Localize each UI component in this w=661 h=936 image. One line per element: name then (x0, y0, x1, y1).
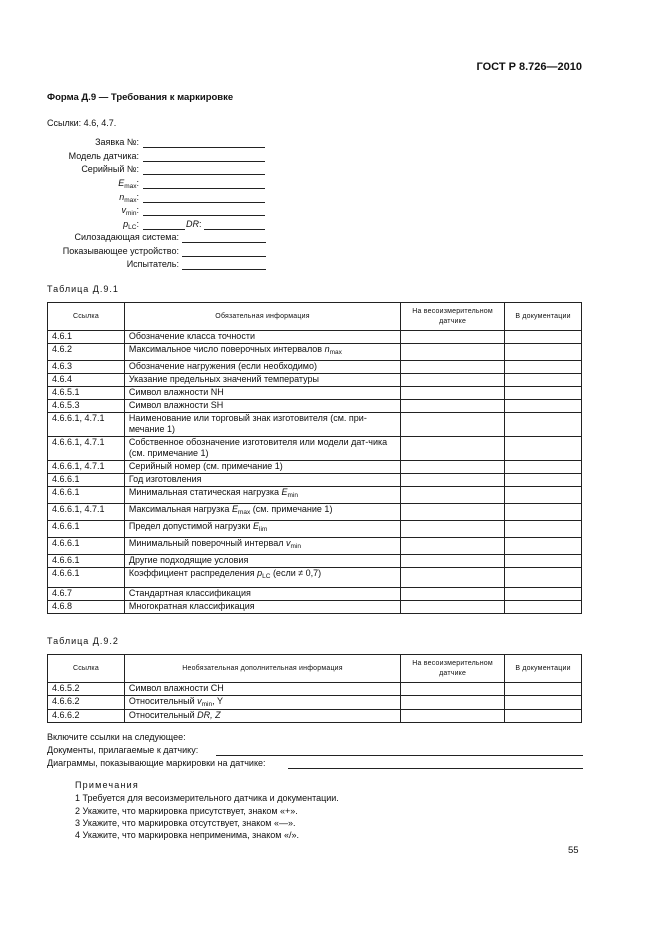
on-sensor-cell[interactable] (401, 601, 505, 614)
row-info: Предел допустимой нагрузки $E_{lim}$ (124, 521, 400, 538)
in-docs-cell[interactable] (505, 474, 582, 487)
include-diagrams-label: Диаграммы, показывающие маркировки на датчике: (47, 758, 266, 768)
force-system-field (0, 231, 179, 244)
row-info: Относительный DR, Z (124, 710, 400, 723)
in-docs-cell[interactable] (505, 555, 582, 568)
references: Ссылки: 4.6, 4.7. (47, 118, 117, 128)
table-row (48, 387, 582, 400)
in-docs-cell[interactable] (505, 710, 582, 723)
table2-header-in-docs: В документации (505, 655, 582, 683)
row-ref: 4.6.6.1, 4.7.1 (48, 413, 125, 437)
in-docs-cell[interactable] (505, 374, 582, 387)
row-ref: 4.6.5.1 (48, 387, 125, 400)
on-sensor-cell[interactable] (401, 588, 505, 601)
row-ref: 4.6.6.1, 4.7.1 (48, 437, 125, 461)
nmax-input-line[interactable] (143, 191, 265, 203)
in-docs-cell[interactable] (505, 437, 582, 461)
row-info: Коэффициент распределения $p_{LC}$ (если ≠ 0,7) (124, 568, 400, 588)
include-docs-label: Документы, прилагаемые к датчику: (47, 745, 199, 755)
serial-input-line[interactable] (143, 163, 265, 175)
row-ref: 4.6.8 (48, 601, 125, 614)
table-row (48, 555, 582, 568)
on-sensor-cell[interactable] (401, 504, 505, 521)
on-sensor-cell[interactable] (401, 487, 505, 504)
table-row (48, 588, 582, 601)
row-ref: 4.6.5.3 (48, 400, 125, 413)
row-ref: 4.6.6.1 (48, 521, 125, 538)
include-docs-line[interactable] (216, 744, 583, 756)
row-ref: 4.6.6.1 (48, 474, 125, 487)
row-info: Максимальная нагрузка $E_{max}$ (см. примечание 1) (124, 504, 400, 521)
row-info: Обозначение класса точности (124, 331, 400, 344)
on-sensor-cell[interactable] (401, 555, 505, 568)
row-info: Символ влажности CH (124, 683, 400, 696)
row-ref: 4.6.6.1 (48, 538, 125, 555)
row-info: Символ влажности SH (124, 400, 400, 413)
on-sensor-cell[interactable] (401, 374, 505, 387)
table-row (48, 361, 582, 374)
serial-field (0, 163, 139, 176)
table-row (48, 374, 582, 387)
table-row (48, 437, 582, 461)
row-info: Символ влажности NH (124, 387, 400, 400)
row-ref: 4.6.6.1, 4.7.1 (48, 504, 125, 521)
on-sensor-cell[interactable] (401, 683, 505, 696)
document-header: ГОСТ Р 8.726—2010 (476, 61, 582, 73)
table2-caption: Таблица Д.9.2 (47, 636, 119, 646)
on-sensor-cell[interactable] (401, 474, 505, 487)
row-info: Наименование или торговый знак изготовителя (см. при-мечание 1) (124, 413, 400, 437)
dr-label: DR: (186, 219, 202, 229)
table-row (48, 344, 582, 361)
indicator-input-line[interactable] (182, 245, 266, 257)
in-docs-cell[interactable] (505, 601, 582, 614)
row-info: Собственное обозначение изготовителя или модели дат-чика (см. примечание 1) (124, 437, 400, 461)
in-docs-cell[interactable] (505, 521, 582, 538)
row-ref: 4.6.4 (48, 374, 125, 387)
application-label: Заявка №: (95, 137, 139, 147)
on-sensor-cell[interactable] (401, 331, 505, 344)
row-info: Другие подходящие условия (124, 555, 400, 568)
table1-header-in-docs: В документации (505, 303, 582, 331)
vmin-field (0, 204, 139, 217)
plc-label: $p_{LC}$: (123, 219, 139, 231)
table-row (48, 683, 582, 696)
on-sensor-cell[interactable] (401, 437, 505, 461)
table-row (48, 331, 582, 344)
indicator-field (0, 245, 179, 258)
on-sensor-cell[interactable] (401, 538, 505, 555)
nmax-label: $n_{max}$: (119, 192, 139, 204)
row-ref: 4.6.3 (48, 361, 125, 374)
table2-header-info: Необязательная дополнительная информация (124, 655, 400, 683)
table1 (47, 302, 582, 614)
table-row (48, 696, 582, 710)
in-docs-cell[interactable] (505, 504, 582, 521)
on-sensor-cell[interactable] (401, 568, 505, 588)
in-docs-cell[interactable] (505, 696, 582, 710)
note-item: 1 Требуется для весоизмерительного датчика и документации. (75, 793, 339, 803)
table1-header-on-sensor: На весоизмерительном датчике (401, 303, 505, 331)
application-input-line[interactable] (143, 136, 265, 148)
on-sensor-cell[interactable] (401, 413, 505, 437)
row-ref: 4.6.6.2 (48, 710, 125, 723)
table-row (48, 487, 582, 504)
table-row (48, 601, 582, 614)
serial-label: Серийный №: (81, 164, 139, 174)
nmax-field (0, 191, 139, 204)
row-info: Год изготовления (124, 474, 400, 487)
row-info: Минимальная статическая нагрузка $E_{min}$ (124, 487, 400, 504)
in-docs-cell[interactable] (505, 361, 582, 374)
table2 (47, 654, 582, 723)
table-row (48, 461, 582, 474)
in-docs-cell[interactable] (505, 487, 582, 504)
row-info: Стандартная классификация (124, 588, 400, 601)
on-sensor-cell[interactable] (401, 344, 505, 361)
row-ref: 4.6.5.2 (48, 683, 125, 696)
table-row (48, 568, 582, 588)
row-info: Многократная классификация (124, 601, 400, 614)
table2-header-on-sensor: На весоизмерительном датчике (401, 655, 505, 683)
force-system-label: Силозадающая система: (74, 232, 179, 242)
table1-header-ref: Ссылка (48, 303, 125, 331)
application-field (0, 136, 139, 149)
force-system-input-line[interactable] (182, 231, 266, 243)
table2-header-ref: Ссылка (48, 655, 125, 683)
indicator-label: Показывающее устройство: (62, 246, 179, 256)
in-docs-cell[interactable] (505, 400, 582, 413)
row-ref: 4.6.6.1, 4.7.1 (48, 461, 125, 474)
tester-input-line[interactable] (182, 258, 266, 270)
table1-header-info: Обязательная информация (124, 303, 400, 331)
row-ref: 4.6.6.2 (48, 696, 125, 710)
in-docs-cell[interactable] (505, 331, 582, 344)
page-number: 55 (568, 845, 579, 856)
table-row (48, 504, 582, 521)
on-sensor-cell[interactable] (401, 521, 505, 538)
emax-input-line[interactable] (143, 177, 265, 189)
table-row (48, 710, 582, 723)
model-label: Модель датчика: (68, 151, 139, 161)
table-row (48, 521, 582, 538)
on-sensor-cell[interactable] (401, 696, 505, 710)
plc-input-line[interactable] (143, 218, 185, 230)
row-ref: 4.6.7 (48, 588, 125, 601)
tester-field (0, 258, 179, 271)
in-docs-cell[interactable] (505, 413, 582, 437)
row-ref: 4.6.6.1 (48, 568, 125, 588)
in-docs-cell[interactable] (505, 538, 582, 555)
form-title: Форма Д.9 — Требования к маркировке (47, 92, 234, 103)
row-info: Серийный номер (см. примечание 1) (124, 461, 400, 474)
in-docs-cell[interactable] (505, 683, 582, 696)
on-sensor-cell[interactable] (401, 461, 505, 474)
on-sensor-cell[interactable] (401, 400, 505, 413)
dr-input-line[interactable] (204, 218, 265, 230)
on-sensor-cell[interactable] (401, 710, 505, 723)
row-ref: 4.6.6.1 (48, 487, 125, 504)
include-diagrams-line[interactable] (288, 757, 583, 769)
note-item: 3 Укажите, что маркировка отсутствует, знаком «—». (75, 818, 296, 828)
row-info: Минимальный поверочный интервал $v_{min}$ (124, 538, 400, 555)
row-info: Указание предельных значений температуры (124, 374, 400, 387)
model-input-line[interactable] (143, 150, 265, 162)
in-docs-cell[interactable] (505, 387, 582, 400)
row-info: Максимальное число поверочных интервалов $n_{max}$ (124, 344, 400, 361)
table-row (48, 474, 582, 487)
row-ref: 4.6.6.1 (48, 555, 125, 568)
table-row (48, 538, 582, 555)
emax-field (0, 177, 139, 190)
in-docs-cell[interactable] (505, 568, 582, 588)
in-docs-cell[interactable] (505, 344, 582, 361)
tester-label: Испытатель: (126, 259, 179, 269)
vmin-input-line[interactable] (143, 204, 265, 216)
notes-title: Примечания (75, 780, 139, 790)
include-intro: Включите ссылки на следующее: (47, 732, 186, 742)
table-row (48, 413, 582, 437)
row-ref: 4.6.1 (48, 331, 125, 344)
model-field (0, 150, 139, 163)
row-ref: 4.6.2 (48, 344, 125, 361)
row-info: Относительный $v_{min}$, Y (124, 696, 400, 710)
row-info: Обозначение нагружения (если необходимо) (124, 361, 400, 374)
vmin-label: $v_{min}$: (121, 205, 139, 217)
in-docs-cell[interactable] (505, 461, 582, 474)
on-sensor-cell[interactable] (401, 387, 505, 400)
table-row (48, 400, 582, 413)
table1-caption: Таблица Д.9.1 (47, 284, 119, 294)
emax-label: $E_{max}$: (118, 178, 139, 190)
plc-field (0, 218, 139, 231)
note-item: 4 Укажите, что маркировка неприменима, знаком «/». (75, 830, 299, 840)
on-sensor-cell[interactable] (401, 361, 505, 374)
note-item: 2 Укажите, что маркировка присутствует, знаком «+». (75, 806, 298, 816)
in-docs-cell[interactable] (505, 588, 582, 601)
